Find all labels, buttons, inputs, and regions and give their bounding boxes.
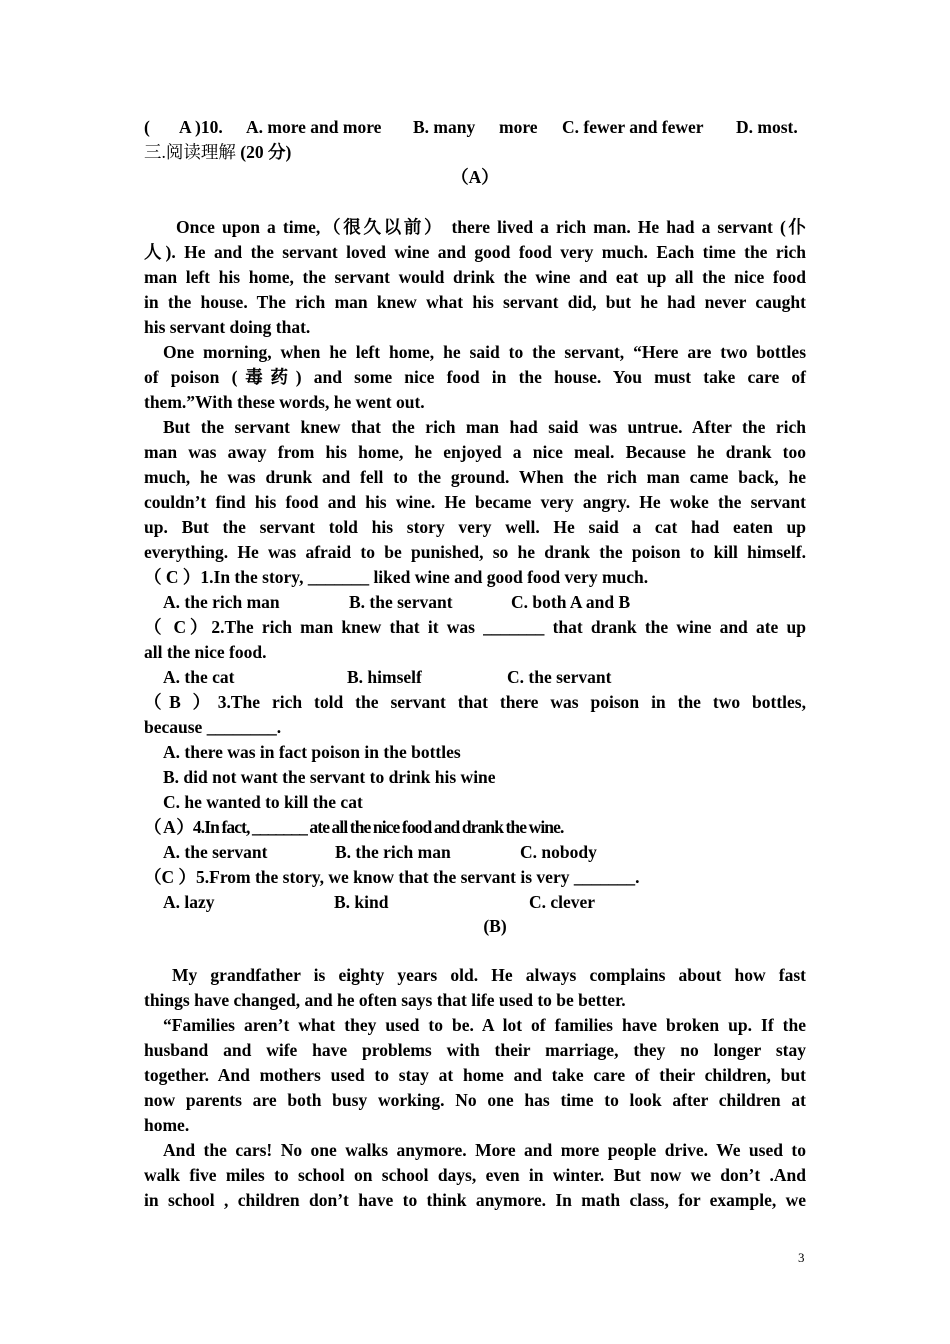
option: A. the cat	[163, 667, 235, 687]
passage-b-line: My grandfather is eighty years old. He always complains about how fast	[172, 965, 806, 985]
passage-a-label: （A）	[451, 167, 499, 187]
option: B. the servant	[349, 592, 453, 612]
passage-a-line: man left his home, the servant would drink the wine and eat up all the nice food	[144, 267, 806, 287]
passage-a-line: up. But the servant told his story very well. He said a cat had eaten up	[144, 517, 806, 537]
passage-a-line: One morning, when he left home, he said to the servant, “Here are two bottles	[163, 342, 806, 362]
question-2-continued: all the nice food.	[144, 642, 267, 662]
q10-option-d: D. most.	[736, 117, 798, 137]
question-4: （ A ）4.In fact, _______ ate all the nice food and drank the wine.	[144, 817, 564, 837]
question-4-options	[144, 840, 806, 865]
option: A. the rich man	[163, 592, 280, 612]
option: B. himself	[347, 667, 422, 687]
question-1-options	[144, 590, 806, 615]
passage-b-line: together. And mothers used to stay at home and take care of their children, but	[144, 1065, 806, 1085]
option: A. lazy	[163, 892, 215, 912]
option: B. kind	[334, 892, 389, 912]
option: C. the servant	[507, 667, 612, 687]
passage-a-line: his servant doing that.	[144, 317, 311, 337]
section-title: 三.阅读理解	[144, 142, 236, 162]
passage-b-line: things have changed, and he often says that life used to be better.	[144, 990, 626, 1010]
section-points: (20 分)	[240, 142, 292, 162]
section-heading	[144, 140, 806, 165]
option: B. did not want the servant to drink his wine	[163, 767, 496, 787]
passage-b-label: (B)	[483, 916, 507, 936]
q10-option-b-more: more	[499, 117, 538, 137]
passage-b-line: in school , children don’t have to think anymore. In math class, for example, we	[144, 1190, 806, 1210]
option: B. the rich man	[335, 842, 451, 862]
option: C. nobody	[520, 842, 597, 862]
passage-b-line: walk five miles to school on school days, even in winter. But now we don’t .And	[144, 1165, 806, 1185]
q10-option-a: A. more and more	[246, 117, 382, 137]
passage-a-line: them.”With these words, he went out.	[144, 392, 425, 412]
passage-a-line: But the servant knew that the rich man had said was untrue. After the rich	[163, 417, 806, 437]
passage-a-line: everything. He was afraid to be punished, so he drank the poison to kill himself.	[144, 542, 806, 562]
passage-b-line: “Families aren’t what they used to be. A lot of families have broken up. If the	[163, 1015, 806, 1035]
question-5: （C ）5.From the story, we know that the servant is very _______.	[144, 867, 640, 887]
question-3: （B ）3.The rich told the servant that there was poison in the two bottles,	[144, 692, 806, 712]
passage-a-line: couldn’t find his food and his wine. He became very angry. He woke the servant	[144, 492, 806, 512]
passage-a-line: man was away from his home, he enjoyed a nice meal. Because he drank too	[144, 442, 806, 462]
passage-a-line: Once upon a time,（很久以前） there lived a rich man. He had a servant (仆	[176, 217, 806, 237]
passage-a-line: 人). He and the servant loved wine and good food very much. Each time the rich	[144, 242, 806, 262]
passage-b-line: home.	[144, 1115, 190, 1135]
passage-b-line: now parents are both busy working. No one has time to look after children at	[144, 1090, 806, 1110]
q10-option-b: B. many	[413, 117, 476, 137]
option: A. there was in fact poison in the bottles	[163, 742, 461, 762]
passage-a-line: of poison (毒药) and some nice food in the house. You must take care of	[144, 367, 806, 387]
question-3-continued: because ________.	[144, 717, 282, 737]
passage-a-line: in the house. The rich man knew what his servant did, but he had never caught	[144, 292, 806, 312]
option: A. the servant	[163, 842, 268, 862]
question-1: （ C ）1.In the story, _______ liked wine and good food very much.	[144, 567, 649, 587]
page-number: 3	[798, 1250, 805, 1265]
q10-option-c: C. fewer and fewer	[562, 117, 704, 137]
passage-a-line: much, he was drunk and fell to the ground. When the rich man came back, he	[144, 467, 806, 487]
q10-paren: (	[144, 117, 150, 137]
option: C. clever	[529, 892, 596, 912]
q10-answer: A )10.	[179, 117, 223, 137]
option: C. he wanted to kill the cat	[163, 792, 363, 812]
question-2-options	[144, 665, 806, 690]
question-5-options	[144, 890, 806, 915]
question-10	[144, 115, 806, 140]
question-2: （ C）2.The rich man knew that it was _______ that drank the wine and ate up	[144, 617, 806, 637]
passage-b-line: husband and wife have problems with their marriage, they no longer stay	[144, 1040, 806, 1060]
passage-b-line: And the cars! No one walks anymore. More and more people drive. We used to	[163, 1140, 806, 1160]
option: C. both A and B	[511, 592, 631, 612]
